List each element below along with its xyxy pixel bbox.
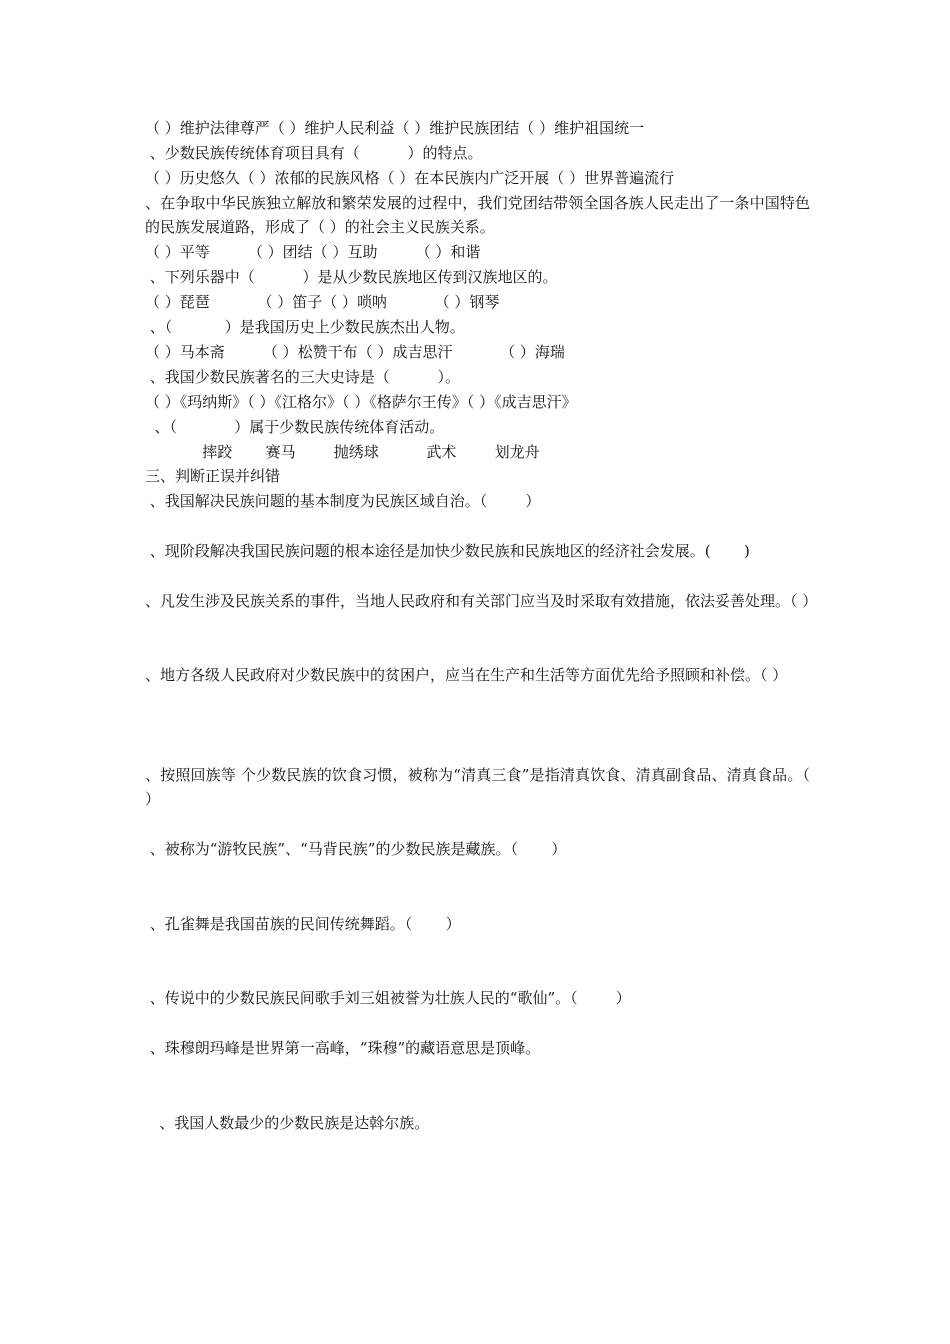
judgement-question-4: 、地方各级人民政府对少数民族中的贫困户，应当在生产和生活等方面优先给予照顾和补偿。（ ） [145,666,788,684]
question-historical-figures: 、（ ）是我国历史上少数民族杰出人物。 [145,318,465,336]
judgement-question-10: 、我国人数最少的少数民族是达斡尔族。 [145,1114,430,1132]
question-sports-features: 、少数民族传统体育项目具有（ ）的特点。 [145,144,483,162]
judgement-question-1: 、我国解决民族问题的基本制度为民族区域自治。（ ） [145,492,541,510]
judgement-question-3: 、凡发生涉及民族关系的事件，当地人民政府和有关部门应当及时采取有效措施，依法妥善处理。（ ） [145,592,818,610]
choice-options-relations: （ ）平等 （ ）团结（ ）互助 （ ）和谐 [145,243,481,261]
judgement-question-6: 、被称为“游牧民族”、“马背民族”的少数民族是藏族。（ ） [145,840,567,858]
choice-options-epics: （ ）《玛纳斯》（ ）《江格尔》（ ）《格萨尔王传》（ ）《成吉思汗》 [145,393,577,411]
question-instruments: 、下列乐器中（ ）是从少数民族地区传到汉族地区的。 [145,268,558,286]
judgement-question-9: 、珠穆朗玛峰是世界第一高峰，“珠穆”的藏语意思是顶峰。 [145,1039,541,1057]
judgement-question-5: 、按照回族等 个少数民族的饮食习惯，被称为“清真三食”是指清真饮食、清真副食品、清真食品。（ ） [145,766,810,808]
judgement-question-7: 、孔雀舞是我国苗族的民间传统舞蹈。（ ） [145,915,461,933]
choice-options-sports: （ ）历史悠久（ ）浓郁的民族风格（ ）在本民族内广泛开展（ ）世界普遍流行 [145,169,675,187]
choice-options-instruments: （ ）琵琶 （ ）笛子（ ）唢呐 （ ）钢琴 [145,293,500,311]
choice-options-figures: （ ）马本斋 （ ）松赞干布（ ）成吉思汗 （ ）海瑞 [145,343,565,361]
choice-options-unity: （ ）维护法律尊严（ ）维护人民利益（ ）维护民族团结（ ）维护祖国统一 [145,119,645,137]
choice-options-activities: 摔跤 赛马 抛绣球 武术 划龙舟 [145,443,540,461]
question-ethnic-relations: 、在争取中华民族独立解放和繁荣发展的过程中，我们党团结带领全国各族人民走出了一条中国特色的民族发展道路，形成了（ ）的社会主义民族关系。 [145,194,810,236]
question-epics: 、我国少数民族著名的三大史诗是（ ）。 [145,368,460,386]
judgement-question-8: 、传说中的少数民族民间歌手刘三姐被誉为壮族人民的“歌仙”。（ ） [145,989,631,1007]
section-heading-judgement: 三、判断正误并纠错 [145,467,281,485]
question-traditional-sports: 、（ ）属于少数民族传统体育活动。 [145,418,445,436]
judgement-question-2: 、现阶段解决我国民族问题的根本途径是加快少数民族和民族地区的经济社会发展。( ) [145,542,750,560]
